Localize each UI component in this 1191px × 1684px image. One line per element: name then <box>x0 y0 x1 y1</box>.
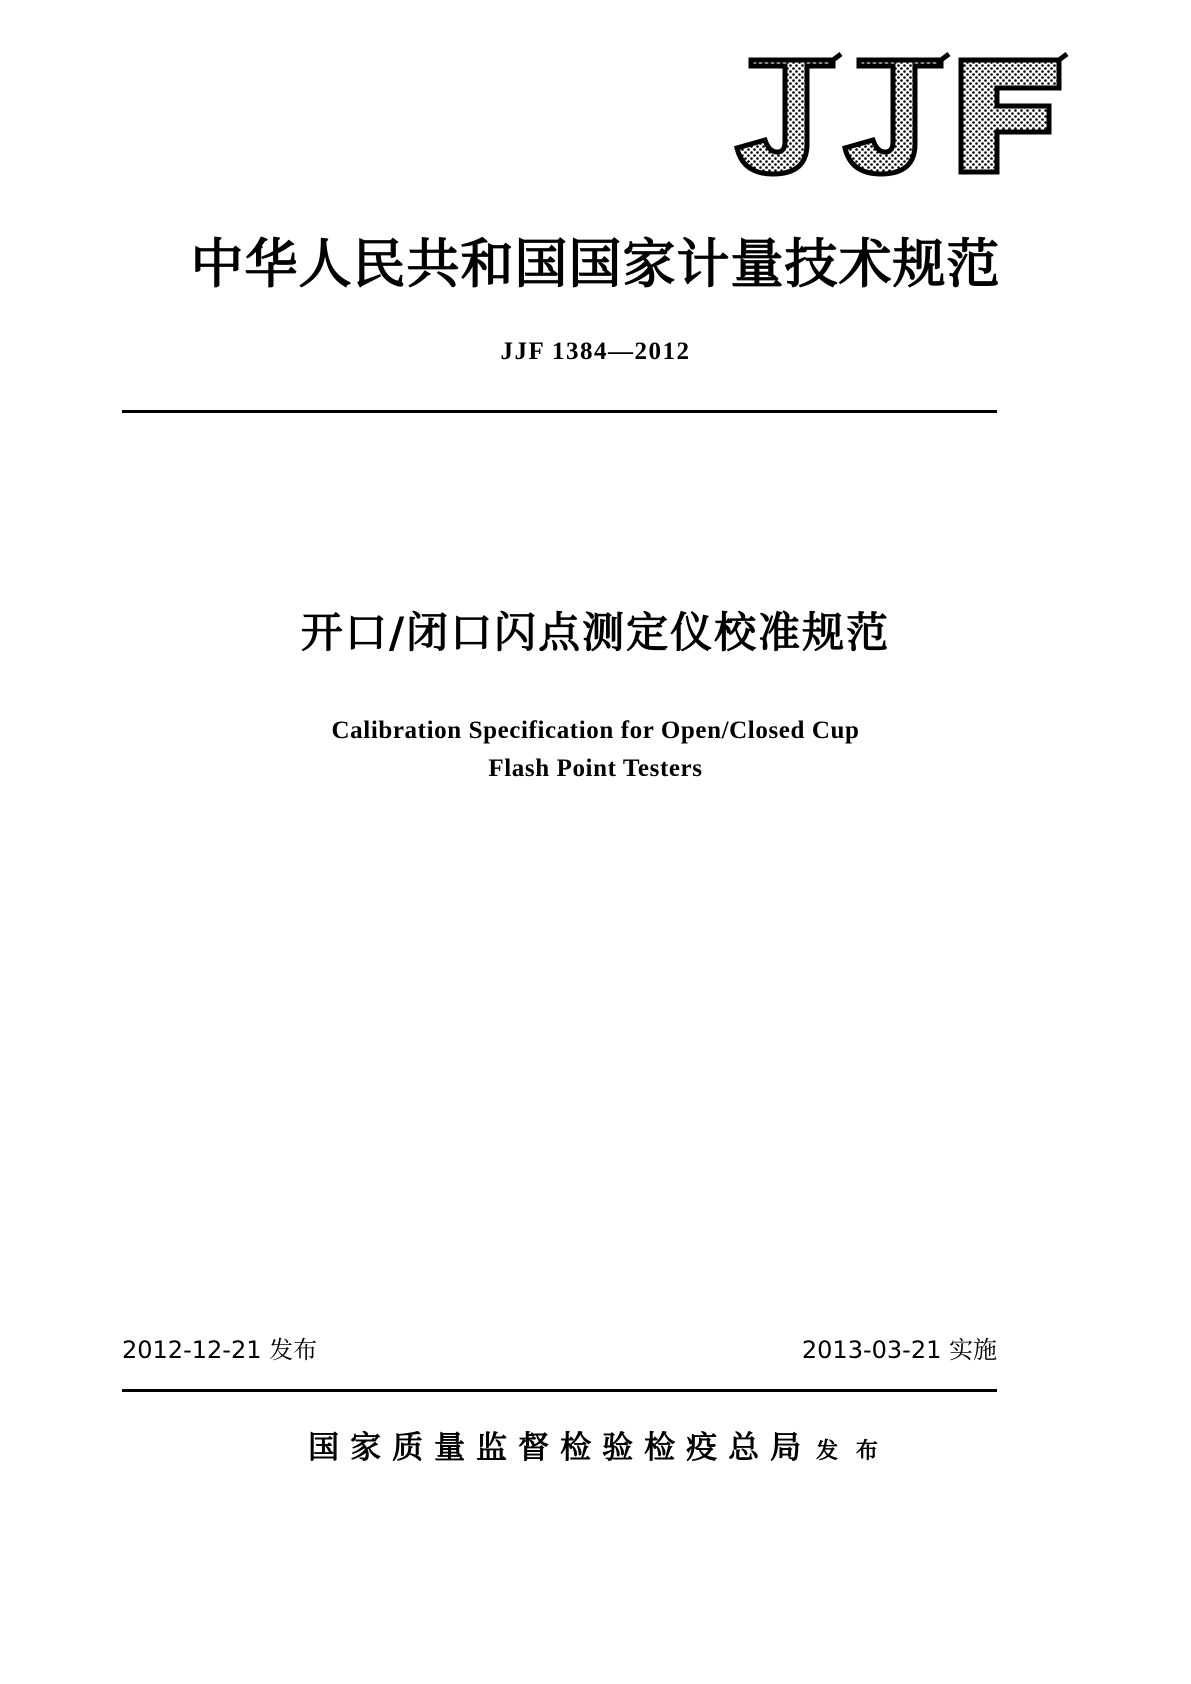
effective-date: 2013-03-21 实施 <box>801 1336 997 1364</box>
page-title-cn: 开口/闭口闪点测定仪校准规范 <box>300 608 891 657</box>
dates-row <box>122 1330 997 1365</box>
issue-date: 2012-12-21 发布 <box>122 1336 318 1364</box>
divider-top <box>122 410 997 413</box>
issuer-verb: 发 布 <box>816 1439 883 1464</box>
page-title-en-line1: Calibration Specification for Open/Closed Cup <box>331 717 860 744</box>
page-title-en <box>0 712 1191 788</box>
standard-number: JJF 1384—2012 <box>500 338 691 365</box>
page-title-en-line2: Flash Point Testers <box>488 755 703 782</box>
issuer-line <box>0 1422 1191 1467</box>
organization-title: 中华人民共和国国家计量技术规范 <box>190 234 1001 295</box>
issuer-name: 国家质量监督检验检疫总局 <box>308 1430 813 1466</box>
jjf-logo <box>729 52 1069 182</box>
divider-bottom <box>122 1389 997 1392</box>
jjf-logo-icon <box>729 52 1069 182</box>
